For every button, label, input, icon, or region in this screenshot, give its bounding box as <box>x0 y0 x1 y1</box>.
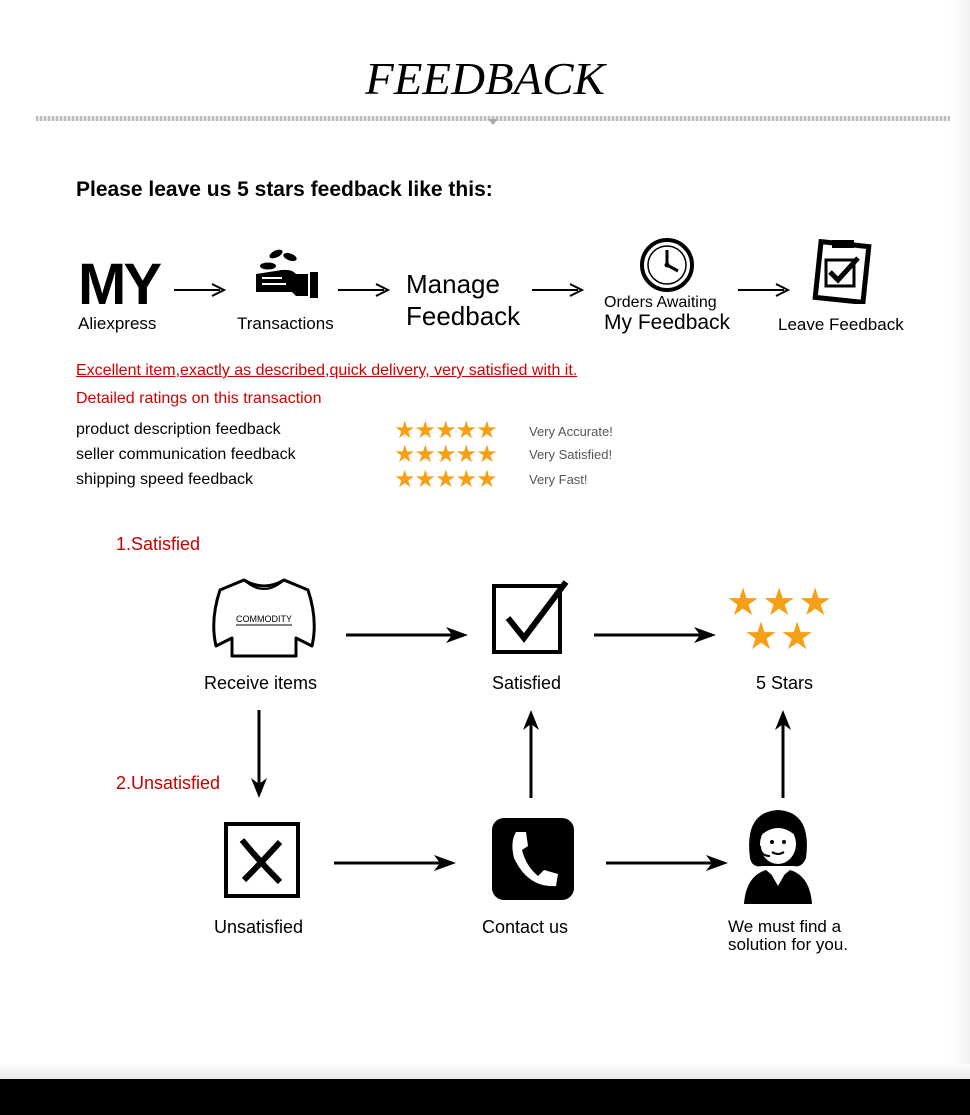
five-stars-label: 5 Stars <box>756 673 814 693</box>
arrow-right-icon <box>736 280 792 300</box>
satisfied-label: Satisfied <box>492 673 562 693</box>
footer-bar <box>0 1079 970 1115</box>
satisfied-section-heading: 1.Satisfied <box>116 534 201 554</box>
checkbox-x-icon <box>222 820 302 900</box>
shirt-icon <box>208 576 320 660</box>
review-comment: Excellent item,exactly as described,quick delivery, very satisfied with it. <box>76 362 578 379</box>
my-logo: MY <box>78 252 159 317</box>
page-title: FEEDBACK <box>365 53 605 104</box>
manage-line2: Feedback <box>406 301 521 331</box>
rating-label: shipping speed feedback <box>76 471 254 488</box>
arrow-down-icon <box>248 708 270 800</box>
instruction-heading: Please leave us 5 stars feedback like this: <box>76 178 493 201</box>
unsatisfied-label: Unsatisfied <box>214 917 304 937</box>
arrow-right-icon <box>336 280 392 300</box>
arrow-right-icon <box>172 280 228 300</box>
checkbox-checked-icon <box>490 578 570 656</box>
five-stars-icon-row2: ★★ <box>744 616 817 658</box>
support-agent-icon <box>742 806 814 904</box>
arrow-right-icon <box>592 624 718 646</box>
arrow-right-icon <box>604 852 730 874</box>
star-rating: ★★★★★ <box>394 466 497 493</box>
five-stars-icon-row1: ★★★ <box>726 582 835 624</box>
payment-hand-icon <box>252 248 320 298</box>
leave-feedback-label: Leave Feedback <box>778 315 904 334</box>
rating-label: product description feedback <box>76 421 281 438</box>
page-shadow-bottom <box>0 1064 970 1079</box>
arrow-right-icon <box>530 280 586 300</box>
star-rating: ★★★★★ <box>394 441 497 468</box>
phone-icon <box>492 818 574 900</box>
commodity-text: COMMODITY <box>236 614 292 624</box>
transactions-label: Transactions <box>237 314 334 333</box>
aliexpress-label: Aliexpress <box>78 314 157 333</box>
detailed-ratings-heading: Detailed ratings on this transaction <box>76 390 322 407</box>
divider-notch <box>488 119 498 125</box>
rating-text: Very Accurate! <box>529 424 613 439</box>
receive-items-label: Receive items <box>204 673 318 693</box>
arrow-up-icon <box>520 708 542 800</box>
manage-feedback-label <box>406 268 520 332</box>
solution-text: We must find a solution for you. <box>728 917 849 954</box>
star-rating: ★★★★★ <box>394 417 497 444</box>
unsatisfied-section-heading: 2.Unsatisfied <box>116 773 221 793</box>
page-shadow-right <box>950 0 970 1079</box>
arrow-up-icon <box>772 708 794 800</box>
rating-text: Very Fast! <box>529 472 588 487</box>
orders-awaiting-line2: My Feedback <box>604 311 731 334</box>
contact-us-label: Contact us <box>482 917 569 937</box>
manage-line1: Manage <box>406 269 500 299</box>
arrow-right-icon <box>332 852 458 874</box>
arrow-right-icon <box>344 624 470 646</box>
orders-awaiting-line1: Orders Awaiting <box>604 294 717 311</box>
feedback-clipboard-icon <box>812 238 874 304</box>
rating-text: Very Satisfied! <box>529 447 613 462</box>
clock-icon <box>638 236 696 294</box>
rating-label: seller communication feedback <box>76 446 296 463</box>
